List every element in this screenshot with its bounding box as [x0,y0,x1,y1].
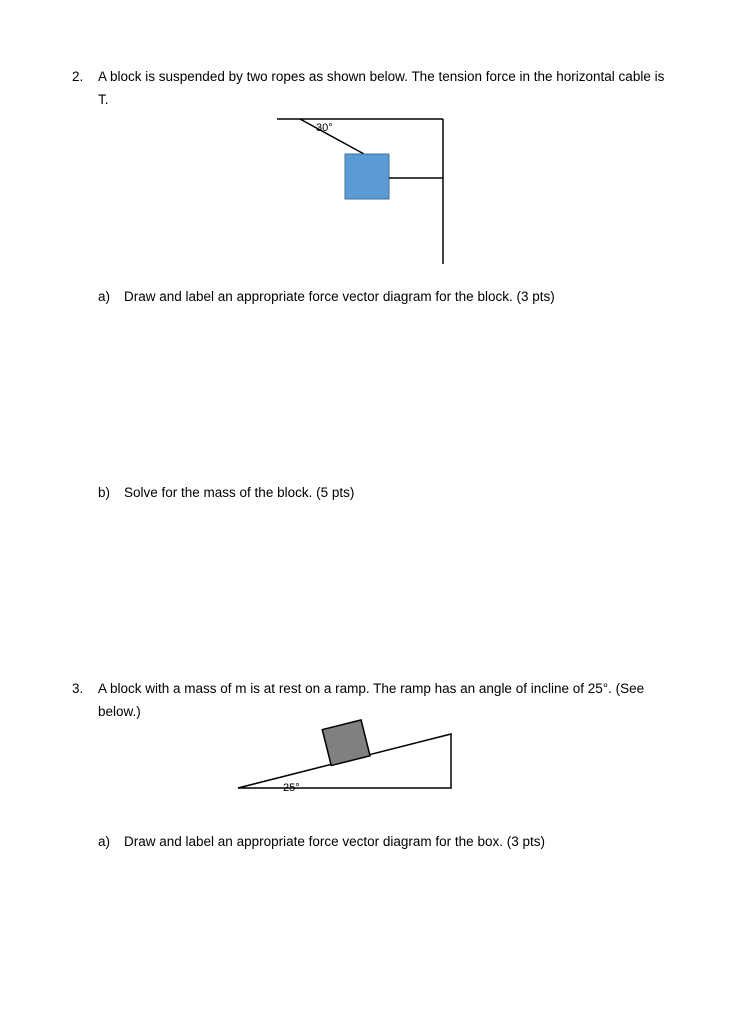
problem-3-number: 3. [72,681,84,696]
problem-3a-label: a) [98,834,111,849]
problem-2b-text: Solve for the mass of the block. (5 pts) [124,485,355,500]
problem-3-text-line1: A block with a mass of m is at rest on a ramp. The ramp has an angle of incline of 25°. (See [98,681,645,696]
problem-2b-label: b) [98,485,111,500]
angle-label-30: 30° [316,122,333,134]
problem-2a-text: Draw and label an appropriate force vector diagram for the block. (3 pts) [124,289,555,304]
problem-3a-text: Draw and label an appropriate force vector diagram for the box. (3 pts) [124,834,545,849]
angle-label-25: 25° [283,782,300,794]
ramp-diagram [232,715,462,795]
problem-2-text-line2: T. [98,92,109,107]
problem-3-text-line2: below.) [98,704,141,719]
problem-2-number: 2. [72,69,84,84]
hanging-block-diagram [270,112,460,272]
problem-2a-label: a) [98,289,111,304]
hanging-block [345,154,389,199]
problem-2-text-line1: A block is suspended by two ropes as shown below. The tension force in the horizontal cable is [98,69,665,84]
